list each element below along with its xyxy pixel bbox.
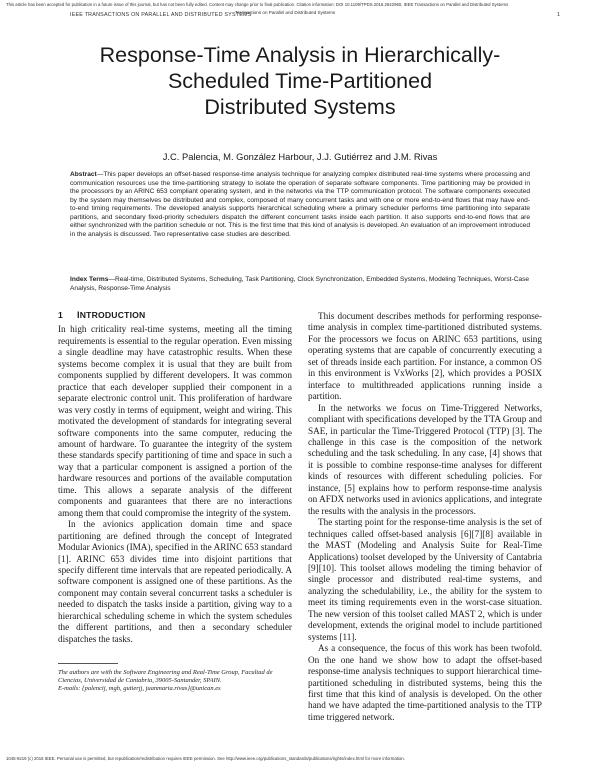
footnote-emails: E-mails: {palencij, mgh, gutierjj, juanmaria.rivas}@unican.es <box>58 685 221 693</box>
copyright-footer: 1045-9219 (c) 2016 IEEE. Personal use is permitted, but republication/redistribution requires IEEE permission. See http://www.ieee.org/publications_standards/publications/rights/index.html for more information. <box>6 756 405 761</box>
title-line: Distributed Systems <box>204 95 396 119</box>
title-line: Response-Time Analysis in Hierarchically- <box>99 43 501 67</box>
paragraph: In high criticality real-time systems, meeting all the timing requirements is essential to the regular operation. Even missing a single deadline may have catastrophic results. When these systems become complex it is usual that they are built from components supplied by different developers. It was common practice that each developer supplied their component in a separate electronic control unit. This proliferation of hardware was very costly in terms of equipment, weight and wiring. This motivated the development of standards for integrating several software components into the same computer, reducing the amount of hardware. To guarantee the integrity of the system these standards specify partitioning of time and space in such a way that a particular component is assigned a portion of the hardware resources and portions of the available computation time. This allows a separate analysis of the different components and guarantees that there are no interactions among them that could compromise the integrity of the system. <box>58 324 292 518</box>
paragraph: This document describes methods for performing response-time analysis in complex time-partitioned distributed systems. For the processors we focus on ARINC 653 partitions, using operating systems that are capable of concurrently executing a set of threads inside each partition. For instance, a common OS in this environment is VxWorks [2], which provides a POSIX interface to multithreaded applications running inside a partition. <box>308 311 542 402</box>
author-footnote <box>58 669 294 694</box>
footnote-rule <box>58 663 118 664</box>
paragraph: In the avionics application domain time and space partitioning are defined through the concept of Integrated Modular Avionics (IMA), specified in the ARINC 653 standard [1]. ARINC 653 divides time into disjoint partitions that specify different time intervals that are repeated periodically. A software component is assigned one of these partitions. As the component may contain several concurrent tasks a scheduler is needed to dispatch the tasks inside a partition, giving way to a hierarchical scheduling scheme in which the system schedules the different partitions, and then a secondary scheduler dispatches the tasks. <box>58 519 292 644</box>
index-terms-label: Index Terms <box>70 276 109 283</box>
paragraph: The starting point for the response-time analysis is the set of techniques called offset-based analysis [6][7][8] available in the MAST (Modeling and Analysis Suite for Real-Time Applications) toolset developed by the University of Cantabria [9][10]. This toolset allows modeling the timing behavior of single processor and distributed real-time systems, and analyzing the schedulability, i.e., the ability for the system to meet its timing requirements even in the worst-case situation. The new version of this toolset called MAST 2, which is under development, extends the original model to include partitioned systems [11]. <box>308 517 542 642</box>
paragraph: As a consequence, the focus of this work has been twofold. On the one hand we show how to adapt the offset-based response-time analysis techniques to support hierarchical time-partitioned scheduling in distributed systems, being this the first time that this kind of analysis is developed. On the other hand we have adapted the time-partitioned analysis to the TTP time triggered network. <box>308 643 542 722</box>
section-title-rest: NTRODUCTION <box>79 310 146 320</box>
journal-name: IEEE TRANSACTIONS ON PARALLEL AND DISTRIBUTED SYSTEMS <box>70 12 252 18</box>
abstract-text: —This paper develops an offset-based response-time analysis technique for analyzing complex distributed real-time systems where processing and communication resources use the time-partitioning strategy to isolate the operation of separate software components. Time partitioning may be provided in the processors by an ARINC 653 compliant operating system, and in the networks via the TTP communication protocol. The software components executed by the system may themselves be distributed and complex, composed of many concurrent tasks and with one or more end-to-end flows that may have end-to-end timing requirements. The developed analysis supports hierarchical scheduling where a primary scheduler performs time partitioning into separate partitions, and secondary fixed-priority schedulers dispatch the different concurrent tasks inside each partition. It also supports end-to-end flows that are either synchronized with the partition schedule or not. This is the first time that this kind of analysis is developed. An evaluation of an improvement introduced in the analysis is discussed. Two representative case studies are described. <box>70 171 530 238</box>
section-number: 1 <box>58 310 63 320</box>
footnote-affiliation: The authors are with the Software Engineering and Real-Time Group, Facultad de Ciencias, Universidad de Cantabria, 39005-Santander, SPAIN. <box>58 669 273 685</box>
paper-title <box>40 42 560 120</box>
paragraph: In the networks we focus on Time-Triggered Networks, compliant with specifications developed by the TTA Group and SAE, in particular the Time-Triggered Protocol (TTP) [3]. The challenge in this case is the composition of the network scheduling and the task scheduling. In any case, [4] shows that it is possible to combine response-time analyses for different kinds of resources with different scheduling policies. For instance, [5] explains how to perform response-time analysis on AFDX networks used in avionics applications, and integrate the results with the analysis in the processors. <box>308 402 542 516</box>
title-line: Scheduled Time-Partitioned <box>167 69 433 93</box>
journal-name-overlay: Transactions on Parallel and Distributed Systems <box>235 10 336 15</box>
index-terms <box>70 276 530 293</box>
abstract <box>70 171 530 239</box>
preprint-banner: This article has been accepted for publication in a future issue of this journal, but has not been fully edited. Content may change prior to final publication. Citation information: DOI 10.1109/TPDS.2016.2642960, IEEE Transactions on Parallel and Distributed Systems <box>6 2 509 7</box>
abstract-label: Abstract <box>70 171 97 178</box>
right-column <box>308 311 542 723</box>
section-initial: I <box>76 310 80 320</box>
author-list: J.C. Palencia, M. González Harbour, J.J. Gutiérrez and J.M. Rivas <box>162 151 438 162</box>
left-column <box>58 302 292 645</box>
page-number: 1 <box>557 12 560 18</box>
section-heading-introduction <box>58 310 292 321</box>
index-terms-text: —Real-time, Distributed Systems, Scheduling, Task Partitioning, Clock Synchronization, Embedded Systems, Modeling Techniques, Worst-Case Analysis, Response-Time Analysis <box>70 276 530 292</box>
